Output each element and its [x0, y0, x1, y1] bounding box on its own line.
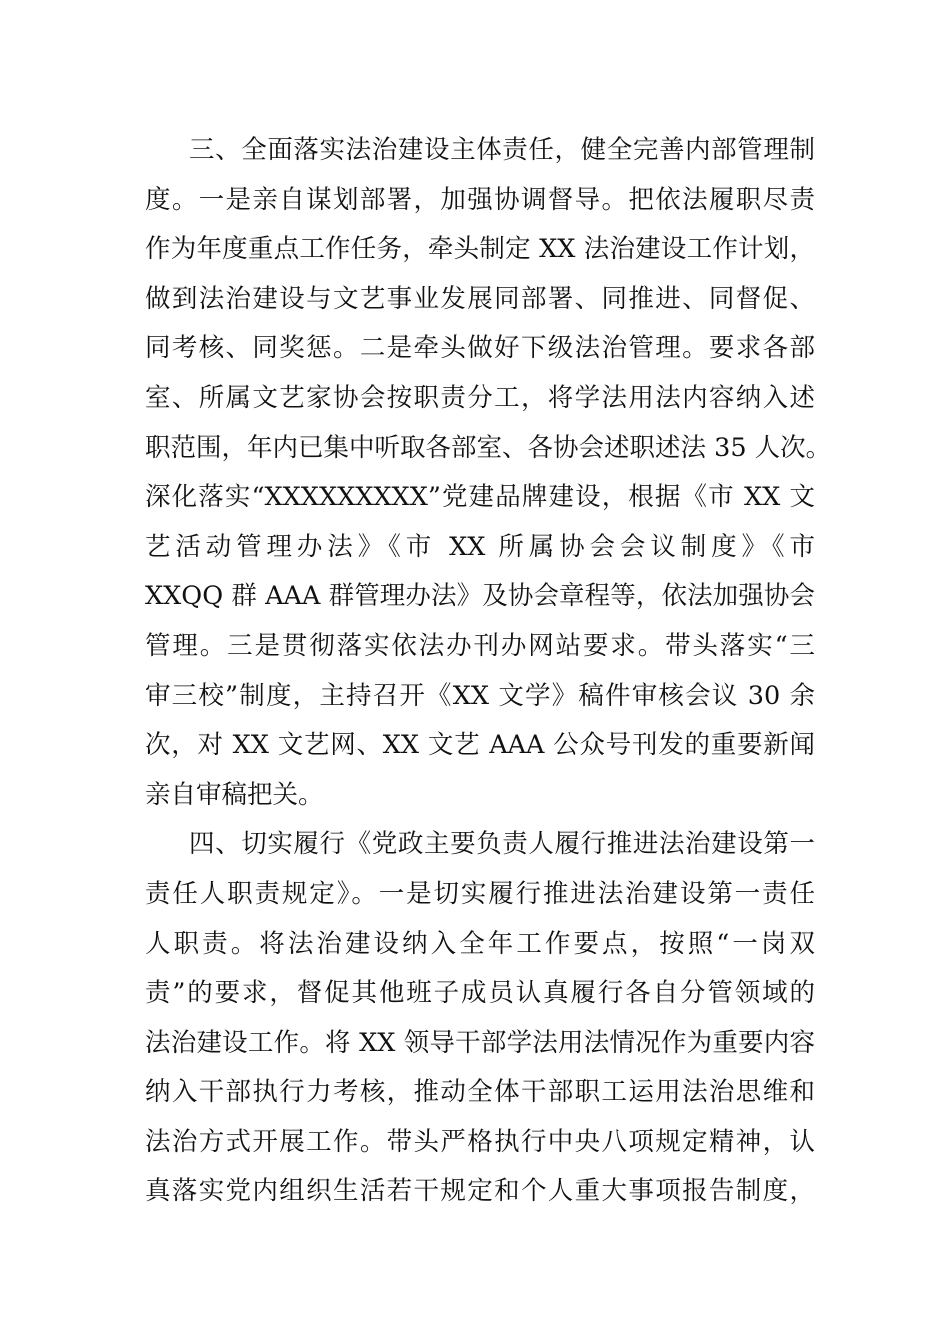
paragraph-4-line: 责任人职责规定》。一是切实履行推进法治建设第一责任 — [145, 878, 815, 909]
paragraph-4-line: 纳入干部执行力考核，推动全体干部职工运用法治思维和 — [145, 1077, 815, 1108]
paragraph-3-line: 度。一是亲自谋划部署，加强协调督导。把依法履职尽责 — [145, 184, 815, 215]
paragraph-4-line: 人职责。将法治建设纳入全年工作要点，按照“一岗双 — [145, 928, 815, 959]
paragraph-3-line: 室、所属文艺家协会按职责分工，将学法用法内容纳入述 — [145, 382, 815, 413]
document-body — [145, 126, 832, 1217]
paragraph-3-line: 次，对 XX 文艺网、XX 文艺 AAA 公众号刊发的重要新闻 — [145, 730, 815, 761]
paragraph-3-line: 艺活动管理办法》《市 XX 所属协会会议制度》《市 — [145, 531, 815, 562]
paragraph-3-line: 审三校”制度，主持召开《XX 文学》稿件审核会议 30 余 — [145, 680, 815, 711]
paragraph-3-line: 做到法治建设与文艺事业发展同部署、同推进、同督促、 — [145, 283, 815, 314]
paragraph-4-line: 四、切实履行《党政主要负责人履行推进法治建设第一 — [189, 829, 815, 860]
paragraph-4-line: 真落实党内组织生活若干规定和个人重大事项报告制度， — [145, 1176, 815, 1207]
paragraph-3-last-line: 亲自审稿把关。 — [145, 779, 324, 810]
paragraph-4-line: 法治建设工作。将 XX 领导干部学法用法情况作为重要内容 — [145, 1027, 815, 1058]
paragraph-4-line: 责”的要求，督促其他班子成员认真履行各自分管领域的 — [145, 978, 815, 1009]
paragraph-3-line: XXQQ 群 AAA 群管理办法》及协会章程等，依法加强协会 — [145, 581, 815, 612]
paragraph-3-line: 三、全面落实法治建设主体责任，健全完善内部管理制 — [189, 135, 815, 165]
paragraph-3-line: 职范围，年内已集中听取各部室、各协会述职述法 35 人次。 — [145, 432, 832, 463]
paragraph-4-line: 法治方式开展工作。带头严格执行中央八项规定精神，认 — [145, 1126, 815, 1157]
paragraph-3-line: 同考核、同奖惩。二是牵头做好下级法治管理。要求各部 — [145, 333, 815, 364]
paragraph-3-line: 深化落实“XXXXXXXXX”党建品牌建设，根据《市 XX 文 — [145, 482, 815, 513]
paragraph-3-line: 管理。三是贯彻落实依法办刊办网站要求。带头落实“三 — [145, 630, 815, 661]
paragraph-3-line: 作为年度重点工作任务，牵头制定 XX 法治建设工作计划， — [145, 234, 815, 265]
